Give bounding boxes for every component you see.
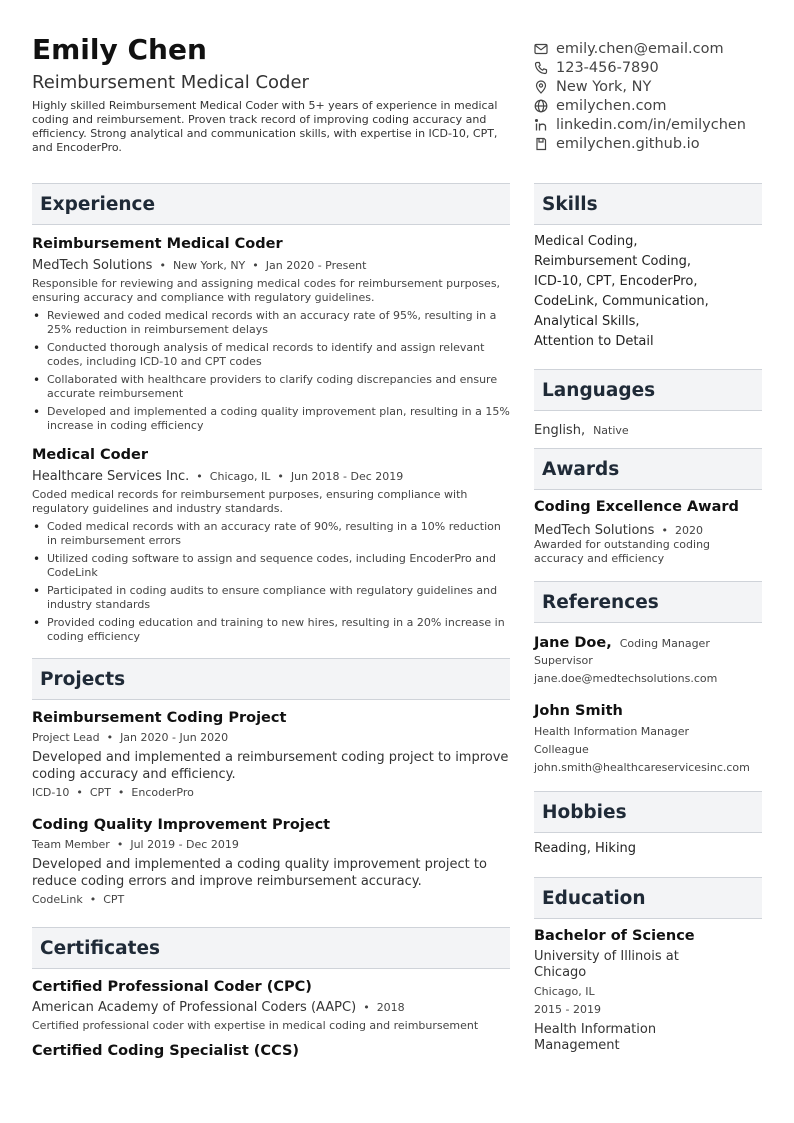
job-bullet: • Reviewed and coded medical records with an accuracy rate of 95%, resulting in a 25% reduction in reimbursement delays	[32, 309, 510, 337]
job-bullet: • Coded medical records with an accuracy rate of 90%, resulting in a 10% reduction in reimbursement errors	[32, 520, 510, 548]
contact-website[interactable]	[534, 96, 792, 115]
hobbies-heading: Hobbies	[534, 791, 762, 833]
project-description: Developed and implemented a coding quality improvement project to reduce coding errors and improve reimbursement accuracy.	[32, 857, 487, 889]
projects-heading: Projects	[32, 658, 510, 700]
award-issuer: MedTech Solutions	[534, 523, 655, 538]
reference-name: Jane Doe,	[534, 635, 612, 651]
job-description: Responsible for reviewing and assigning medical codes for reimbursement purposes, ensuring accuracy and compliance with regulatory guidelines.	[32, 277, 501, 304]
reference-header	[534, 632, 762, 652]
contact-github-text: emilychen.github.io	[556, 135, 700, 152]
job-company: MedTech Solutions	[32, 258, 153, 273]
candidate-name: Emily Chen	[32, 33, 207, 66]
project-dates: Jan 2020 - Jun 2020	[120, 731, 229, 744]
skill-line: ICD-10, CPT, EncoderPro,	[534, 274, 698, 289]
education-entry	[534, 928, 762, 1054]
award-description: Awarded for outstanding coding accuracy and efficiency	[534, 538, 711, 565]
project-tag: CPT	[103, 893, 125, 906]
job-dates: Jun 2018 - Dec 2019	[290, 470, 404, 483]
certificate-description: Certified professional coder with expertise in medical coding and reimbursement	[32, 1019, 479, 1032]
certificate-title: Certified Coding Specialist (CCS)	[32, 1043, 300, 1059]
project-tags: CodeLink • CPT	[32, 893, 125, 906]
contact-github[interactable]	[534, 134, 792, 153]
project-tags: ICD-10 • CPT • EncoderPro	[32, 786, 194, 799]
education-heading: Education	[534, 877, 762, 919]
skill-line: Attention to Detail	[534, 334, 654, 349]
globe-icon	[534, 99, 548, 113]
job-entry	[32, 447, 510, 644]
project-meta: Project Lead • Jan 2020 - Jun 2020	[32, 731, 229, 744]
right-column	[534, 183, 762, 1054]
certificate-meta: American Academy of Professional Coders (AAPC) • 2018	[32, 1000, 405, 1015]
job-bullet: • Developed and implemented a coding quality improvement plan, resulting in a 15% increase in coding efficiency	[32, 405, 510, 433]
phone-icon	[534, 61, 548, 75]
skill-line: Reimbursement Coding,	[534, 254, 691, 269]
job-bullet: • Participated in coding audits to ensure compliance with regulatory guidelines and industry standards	[32, 584, 510, 612]
contact-email[interactable]	[534, 39, 792, 58]
references-heading: References	[534, 581, 762, 623]
certificates-heading: Certificates	[32, 927, 510, 969]
certificate-issuer: American Academy of Professional Coders (AAPC)	[32, 1000, 357, 1015]
project-entry	[32, 710, 510, 801]
job-meta: Healthcare Services Inc. • Chicago, IL • Jun 2018 - Dec 2019	[32, 469, 404, 484]
contact-phone[interactable]	[534, 58, 792, 77]
mail-icon	[534, 42, 548, 56]
reference-relation: Supervisor	[534, 654, 593, 667]
skills-heading: Skills	[534, 183, 762, 225]
project-tag: EncoderPro	[131, 786, 194, 799]
job-bullets	[32, 309, 510, 433]
languages-heading: Languages	[534, 369, 762, 411]
project-role: Project Lead	[32, 731, 100, 744]
reference-email[interactable]: john.smith@healthcareservicesinc.com	[534, 761, 750, 774]
job-location: Chicago, IL	[209, 470, 271, 483]
project-tag: CPT	[89, 786, 111, 799]
job-entry	[32, 236, 510, 433]
contact-linkedin-text: linkedin.com/in/emilychen	[556, 116, 746, 133]
award-title: Coding Excellence Award	[534, 499, 739, 515]
summary: Highly skilled Reimbursement Medical Coder with 5+ years of experience in medical coding and reimbursement. Proven track record of improving coding accuracy and efficiency. Strong analytical and communication skills, with expertise in ICD-10, CPT, and EncoderPro.	[32, 99, 498, 154]
project-dates: Jul 2019 - Dec 2019	[130, 838, 239, 851]
project-role: Team Member	[32, 838, 110, 851]
job-bullets	[32, 520, 510, 644]
job-bullet: • Provided coding education and training to new hires, resulting in a 20% increase in coding efficiency	[32, 616, 510, 644]
education-dates: 2015 - 2019	[534, 1003, 601, 1016]
award-year: 2020	[674, 524, 703, 537]
certificate-entry	[32, 979, 510, 1032]
project-entry	[32, 817, 510, 908]
reference-entry	[534, 632, 762, 690]
language-item	[534, 419, 762, 437]
job-bullet: • Conducted thorough analysis of medical records to identify and assign relevant codes, including ICD-10 and CPT codes	[32, 341, 510, 369]
hobbies-list: Reading, Hiking	[534, 841, 637, 856]
language-name: English,	[534, 423, 586, 438]
certificate-title: Certified Professional Coder (CPC)	[32, 979, 312, 995]
project-tag: ICD-10	[32, 786, 70, 799]
contact-linkedin[interactable]	[534, 115, 792, 134]
project-title: Reimbursement Coding Project	[32, 710, 287, 726]
education-field: Health Information Management	[534, 1022, 657, 1053]
job-bullet: • Collaborated with healthcare providers to clarify coding discrepancies and ensure accurate reimbursement	[32, 373, 510, 401]
reference-email[interactable]: jane.doe@medtechsolutions.com	[534, 672, 718, 685]
job-bullet: • Utilized coding software to assign and sequence codes, including EncoderPro and CodeLink	[32, 552, 510, 580]
language-level: Native	[593, 424, 629, 437]
reference-entry	[534, 703, 762, 779]
github-icon	[534, 137, 548, 151]
education-school: University of Illinois at Chicago	[534, 949, 679, 980]
skill-line: Medical Coding,	[534, 234, 638, 249]
job-title: Medical Coder	[32, 447, 148, 463]
job-company: Healthcare Services Inc.	[32, 469, 190, 484]
job-description: Coded medical records for reimbursement purposes, ensuring compliance with regulatory guidelines and industry standards.	[32, 488, 468, 515]
job-location: New York, NY	[172, 259, 246, 272]
job-meta: MedTech Solutions • New York, NY • Jan 2020 - Present	[32, 258, 367, 273]
contact-email-text: emily.chen@email.com	[556, 40, 724, 57]
project-tag: CodeLink	[32, 893, 83, 906]
skill-line: Analytical Skills,	[534, 314, 640, 329]
experience-heading: Experience	[32, 183, 510, 225]
skill-line: CodeLink, Communication,	[534, 294, 709, 309]
left-column	[32, 183, 510, 1061]
project-title: Coding Quality Improvement Project	[32, 817, 331, 833]
reference-title: Coding Manager	[619, 637, 710, 650]
skills-list	[534, 232, 762, 352]
certificate-entry	[32, 1043, 510, 1061]
certificate-year: 2018	[376, 1001, 405, 1014]
job-dates: Jan 2020 - Present	[265, 259, 367, 272]
reference-name: John Smith	[534, 703, 623, 719]
award-entry	[534, 499, 762, 566]
education-degree: Bachelor of Science	[534, 928, 695, 944]
contact-location-text: New York, NY	[556, 78, 652, 95]
contact-location	[534, 77, 792, 96]
job-title: Reimbursement Medical Coder	[32, 236, 283, 252]
contact-list	[534, 39, 792, 153]
award-meta: MedTech Solutions • 2020	[534, 523, 703, 538]
project-description: Developed and implemented a reimbursement coding project to improve coding accuracy and efficiency.	[32, 750, 509, 782]
reference-relation: Colleague	[534, 743, 589, 756]
awards-heading: Awards	[534, 448, 762, 490]
location-pin-icon	[534, 80, 548, 94]
contact-website-text: emilychen.com	[556, 97, 667, 114]
education-location: Chicago, IL	[534, 985, 595, 998]
contact-phone-text: 123-456-7890	[556, 59, 659, 76]
linkedin-icon	[534, 118, 548, 132]
project-meta: Team Member • Jul 2019 - Dec 2019	[32, 838, 239, 851]
reference-title: Health Information Manager	[534, 725, 690, 738]
candidate-role: Reimbursement Medical Coder	[32, 72, 309, 93]
